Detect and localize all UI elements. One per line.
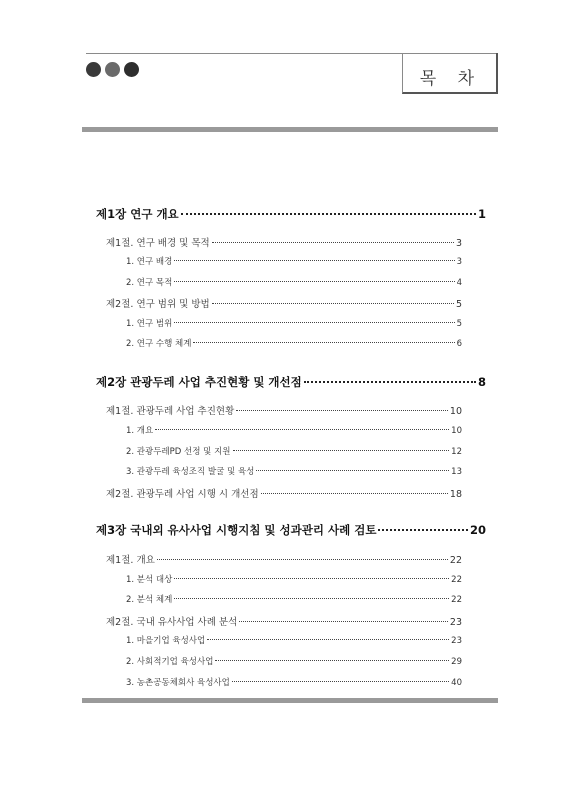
toc-leader bbox=[256, 470, 449, 471]
toc-page-number: 22 bbox=[451, 575, 462, 585]
toc-page-number: 40 bbox=[451, 678, 462, 688]
toc-page-number: 23 bbox=[449, 617, 462, 628]
toc-label: 제2절. 국내 유사사업 사례 분석 bbox=[106, 617, 238, 628]
toc-leader bbox=[212, 303, 454, 304]
toc-section[interactable] bbox=[106, 486, 462, 500]
toc-page-number: 10 bbox=[449, 406, 462, 417]
toc-item[interactable] bbox=[126, 255, 462, 267]
toc-chapter[interactable] bbox=[96, 206, 486, 222]
toc-page-number: 29 bbox=[451, 657, 462, 667]
toc-section[interactable] bbox=[106, 235, 462, 249]
toc-leader bbox=[212, 242, 454, 243]
toc-leader bbox=[193, 342, 454, 343]
toc-label: 제1절. 개요 bbox=[106, 555, 155, 566]
toc-label: 제1절. 연구 배경 및 목적 bbox=[106, 238, 210, 249]
toc-label: 1. 분석 대상 bbox=[126, 575, 173, 585]
toc-label: 2. 연구 목적 bbox=[126, 278, 173, 288]
bottom-rule bbox=[82, 698, 498, 703]
toc-label: 2. 연구 수행 체계 bbox=[126, 339, 192, 349]
toc-page-number: 12 bbox=[451, 447, 462, 457]
toc-item[interactable] bbox=[126, 424, 462, 436]
toc-label: 1. 개요 bbox=[126, 426, 154, 436]
toc-page-number: 5 bbox=[455, 299, 462, 310]
top-rule bbox=[82, 127, 498, 132]
toc-leader bbox=[155, 429, 449, 430]
toc-page-number: 18 bbox=[449, 489, 462, 500]
toc-label: 제3장 국내외 유사사업 시행지침 및 성과관리 사례 검토 bbox=[96, 523, 377, 537]
toc-section[interactable] bbox=[106, 296, 462, 310]
toc-leader bbox=[207, 639, 449, 640]
toc-page-number: 1 bbox=[477, 207, 486, 221]
toc-label: 제1절. 관광두레 사업 추진현황 bbox=[106, 406, 235, 417]
toc-leader bbox=[181, 213, 476, 215]
toc-item[interactable] bbox=[126, 676, 462, 688]
toc-item[interactable] bbox=[126, 276, 462, 288]
toc-page-number: 6 bbox=[456, 339, 462, 349]
toc-item[interactable] bbox=[126, 317, 462, 329]
toc-leader bbox=[236, 410, 448, 411]
toc-item[interactable] bbox=[126, 573, 462, 585]
toc-label: 제2장 관광두레 사업 추진현황 및 개선점 bbox=[96, 375, 302, 389]
toc-label: 2. 사회적기업 육성사업 bbox=[126, 657, 214, 667]
toc-label: 2. 관광두레PD 선정 및 지원 bbox=[126, 447, 231, 457]
toc-leader bbox=[233, 450, 450, 451]
toc-chapter[interactable] bbox=[96, 522, 486, 538]
toc-page-number: 23 bbox=[451, 636, 462, 646]
toc-leader bbox=[261, 493, 448, 494]
toc-label: 1. 마을기업 육성사업 bbox=[126, 636, 206, 646]
toc-item[interactable] bbox=[126, 655, 462, 667]
toc-page-number: 10 bbox=[451, 426, 462, 436]
header-dots bbox=[86, 62, 139, 77]
toc-section[interactable] bbox=[106, 552, 462, 566]
toc-page-number: 22 bbox=[449, 555, 462, 566]
toc-page-number: 5 bbox=[456, 319, 462, 329]
toc-item[interactable] bbox=[126, 337, 462, 349]
toc-label: 제2절. 연구 범위 및 방법 bbox=[106, 299, 210, 310]
toc-leader bbox=[174, 598, 449, 599]
toc-item[interactable] bbox=[126, 593, 462, 605]
toc-page-number: 4 bbox=[456, 278, 462, 288]
toc-leader bbox=[378, 529, 468, 531]
toc-leader bbox=[239, 621, 448, 622]
toc-leader bbox=[174, 281, 454, 282]
title-box bbox=[402, 53, 498, 94]
toc-label: 1. 연구 범위 bbox=[126, 319, 173, 329]
toc-leader bbox=[215, 660, 449, 661]
toc-chapter[interactable] bbox=[96, 374, 486, 390]
toc-page-number: 22 bbox=[451, 595, 462, 605]
page-title: 목 차 bbox=[419, 69, 482, 89]
toc-page-number: 3 bbox=[456, 257, 462, 267]
toc-leader bbox=[174, 322, 454, 323]
dot-icon bbox=[86, 62, 101, 77]
toc-page-number: 3 bbox=[455, 238, 462, 249]
toc-page-number: 13 bbox=[451, 467, 462, 477]
toc-leader bbox=[157, 559, 448, 560]
toc-section[interactable] bbox=[106, 403, 462, 417]
toc-label: 제2절. 관광두레 사업 시행 시 개선점 bbox=[106, 489, 259, 500]
toc-label: 2. 분석 체계 bbox=[126, 595, 173, 605]
toc-label: 1. 연구 배경 bbox=[126, 257, 173, 267]
toc-item[interactable] bbox=[126, 465, 462, 477]
toc-label: 제1장 연구 개요 bbox=[96, 207, 179, 221]
toc-leader bbox=[232, 681, 449, 682]
toc-leader bbox=[174, 578, 449, 579]
toc-leader bbox=[174, 260, 454, 261]
toc-leader bbox=[304, 381, 476, 383]
toc-page-number: 20 bbox=[469, 523, 486, 537]
toc-page-number: 8 bbox=[477, 375, 486, 389]
toc-item[interactable] bbox=[126, 634, 462, 646]
toc-section[interactable] bbox=[106, 614, 462, 628]
toc-item[interactable] bbox=[126, 445, 462, 457]
toc-label: 3. 농촌공동체회사 육성사업 bbox=[126, 678, 230, 688]
dot-icon bbox=[124, 62, 139, 77]
toc-label: 3. 관광두레 육성조직 발굴 및 육성 bbox=[126, 467, 255, 477]
dot-icon bbox=[105, 62, 120, 77]
